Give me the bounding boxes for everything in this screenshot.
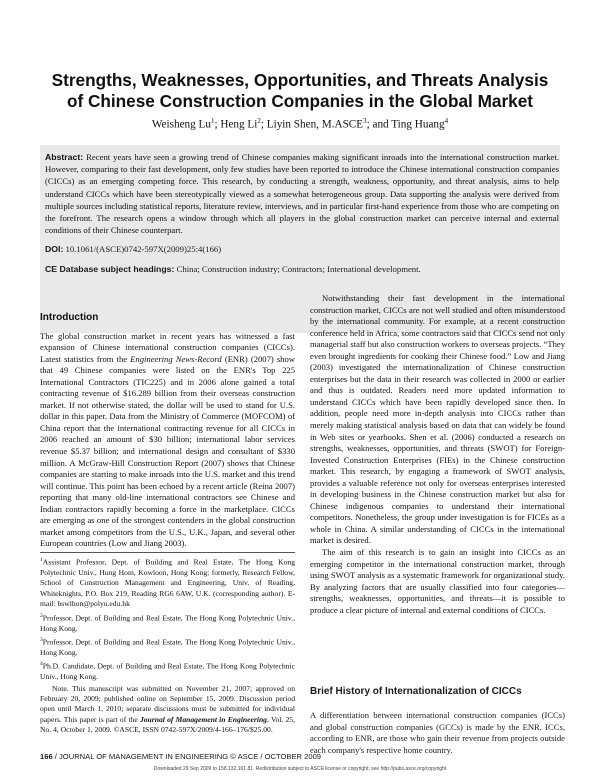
- page-footer: [40, 752, 560, 761]
- footnote-3-marker: 3: [40, 636, 43, 643]
- author-1: Weisheng Lu: [151, 118, 211, 131]
- footnote-1-text: Assistant Professor, Dept. of Building and Real Estate, The Hong Kong Polytechnic Univ., Hung Hom, Kowloon, Hong Kong; formerly, Research Fellow, School of Construction Management and Engineering, Univ. of Reading, Whiteknights, P.O. Box 219, Reading RG6 6AW, U.K. (corresponding author). E-mail: bswlhon@polyu.edu.hk: [40, 557, 295, 609]
- introduction-heading: Introduction: [40, 312, 99, 323]
- doi-line: [45, 243, 559, 255]
- right-paragraph-2: The aim of this research is to gain an insight into CICCs as an emerging competitor in the international construction market, through using SWOT analysis as a systematic framework for organizational study. By analyzing factors that are usually classified into four categories—strengths, weaknesses, opportunities, and threats—it is possible to produce a clear picture of internal and external conditions of CICCs.: [310, 547, 565, 615]
- abstract-text: Recent years have seen a growing trend of Chinese companies making significant inroads into the international construction market. However, comparing to their fast development, only few studies have been reported to introduce the Chinese international construction companies (CICCs) as an emerging competing force. This research, by conducting a strength, weakness, opportunity, and threat analysis, aims to help understand CICCs which have been stereotypically viewed as a somewhat heterogeneous group. Data supporting the analysis were derived from multiple sources including statistical reports, literature review, interviews, and in particular first-hand experience from those who are competing on the forefront. The research opens a window through which all players in the global construction market can perceive internal and external conditions of their Chinese counterpart.: [45, 152, 560, 236]
- author-4: ; and Ting Huang: [366, 118, 445, 131]
- footnote-3: [40, 635, 295, 658]
- footnote-2-text: Professor, Dept. of Building and Real Estate, The Hong Kong Polytechnic Univ., Hong Kong.: [40, 613, 295, 633]
- author-2: ; Heng Li: [214, 118, 258, 131]
- note-journal-name: Journal of Management in Engineering: [139, 714, 267, 724]
- subject-headings-value: China; Construction industry; Contractors; International development.: [176, 264, 421, 274]
- right-column: [310, 293, 565, 616]
- author-1-affil: 1: [210, 117, 215, 125]
- subject-headings-label: CE Database subject headings:: [45, 264, 175, 274]
- author-3: ; Liyin Shen, M.ASCE: [260, 118, 364, 131]
- subject-headings: [45, 263, 559, 275]
- footer-journal: / JOURNAL OF MANAGEMENT IN ENGINEERING © ASCE / OCTOBER 2009: [52, 752, 322, 761]
- submission-note: [40, 684, 295, 736]
- footnote-1: [40, 555, 295, 610]
- abstract: [45, 151, 559, 236]
- footnote-4-marker: 4: [40, 661, 43, 668]
- footnote-4: [40, 659, 295, 682]
- paper-title: [30, 70, 570, 112]
- author-3-affil: 3: [363, 117, 367, 125]
- right-paragraph-1: Notwithstanding their fast development in the international construction market, CICCs are not well studied and often misunderstood by the international community. For example, at a recent construction conference held in Africa, some contractors said that CICCs send not only managerial staff but also construction workers to overseas projects. “They even brought ingredients for cooking their Chinese food.” Low and Jiang (2003) investigated the internationalization of Chinese construction enterprises but the data in their research was collected in 2000 or earlier and thus is outdated. Readers need more updated information to understand CICCs which have been rapidly developed since then. In addition, people need more in-depth analysis into CICCs rather than merely making statistical analysis based on data that can widely be found in Web sites or yearbooks. Shen et al. (2006) conducted a research on strengths, weaknesses, opportunities, and threats (SWOT) for Foreign-Invested Construction Enterprises (FIEs) in the Chinese construction market. This research, by engaging a framework of SWOT analysis, provides a valuable reference not only for overseas enterprises interested in developing business in the Chinese construction market but also for Chinese indigenous companies to understand their international competitors. Nonetheless, the group under investigation is for FICEs as a whole in China. A similar understanding of CICCs in the international market is desired.: [310, 293, 565, 546]
- brief-history-heading: Brief History of Internationalization of CICCs: [310, 686, 522, 697]
- abstract-label: Abstract:: [45, 152, 84, 162]
- download-notice: Downloaded 29 Sep 2009 to 158.132.161.81. Redistribution subject to ASCE license or copyright; see http://pubs.asce.org/copyright: [153, 766, 447, 772]
- footnote-2: [40, 611, 295, 634]
- title-line-1: Strengths, Weaknesses, Opportunities, and Threats Analysis: [51, 70, 549, 90]
- footnote-4-text: Ph.D. Candidate, Dept. of Building and Real Estate, The Hong Kong Polytechnic Univ., Hong Kong.: [40, 661, 295, 682]
- note-text-a: Note. This manuscript was submitted on November 21, 2007; approved on February 20, 2009; published online on September 15, 2009. Discussion period open until March 1, 2010; separate discussions must be submitted for individual papers. This paper is part of the: [40, 683, 295, 724]
- title-line-2: of Chinese Construction Companies in the Global Market: [66, 91, 534, 111]
- intro-text-a: The global construction market in recent years has witnessed a fast expansion of Chinese international construction companies (CICCs). Latest statistics from the: [40, 330, 295, 364]
- introduction-paragraph-1: [40, 331, 295, 550]
- page-number: 166: [40, 752, 53, 761]
- intro-text-b: (ENR) (2007) show that 49 Chinese companies were listed on the ENR's Top 225 International Contractors (TIC225) and in 2006 alone gained a total contracting revenue of $16.289 billion from their overseas construction market. If not otherwise stated, the dollar will be used to stand for U.S. dollar in this paper. Data from the Ministry of Commerce (MOFCOM) of China report that the international contracting revenue for all CICCs in 2006 reached an amount of $30 billion; international labor services revenue $5.37 billion; and international design and consultant of $330 million. A McGraw-Hill Construction Report (2007) shows that Chinese companies are starting to make inroads into the U.S. market and this trend will continue. This point has been echoed by a recent article (Reina 2007) reporting that many old-line international contractors see Chinese and Indian contractors rapidly becoming a force in the marketplace. CICCs are emerging as one of the strongest contenders in the global construction market among competitors from the U.S., U.K., Japan, and several other European countries (Low and Jiang 2003).: [40, 353, 295, 549]
- footnote-2-marker: 2: [40, 612, 43, 619]
- footnotes: [40, 552, 295, 737]
- note-text-b: , Vol. 25, No. 4, October 1, 2009. ©ASCE, ISSN 0742-597X/2009/4-166–176/$25.00.: [40, 714, 295, 735]
- doi-label: DOI:: [45, 244, 64, 254]
- doi-value[interactable]: 10.1061/(ASCE)0742-597X(2009)25:4(166): [65, 244, 222, 254]
- footnote-3-text: Professor, Dept. of Building and Real Estate, The Hong Kong Polytechnic Univ., Hong Kong.: [40, 637, 295, 657]
- author-2-affil: 2: [257, 117, 261, 125]
- author-4-affil: 4: [444, 117, 449, 125]
- footnote-1-marker: 1: [40, 557, 43, 563]
- brief-history-paragraph-1: A differentiation between international construction companies (ICCs) and global construction companies (GCCs) is made by the ENR. ICCs, according to ENR, are those who gain their revenue from projects outside each company's respective home country.: [310, 710, 565, 755]
- intro-text-italic: Engineering News-Record: [130, 353, 222, 364]
- author-list: [30, 117, 570, 131]
- left-column: [40, 312, 295, 550]
